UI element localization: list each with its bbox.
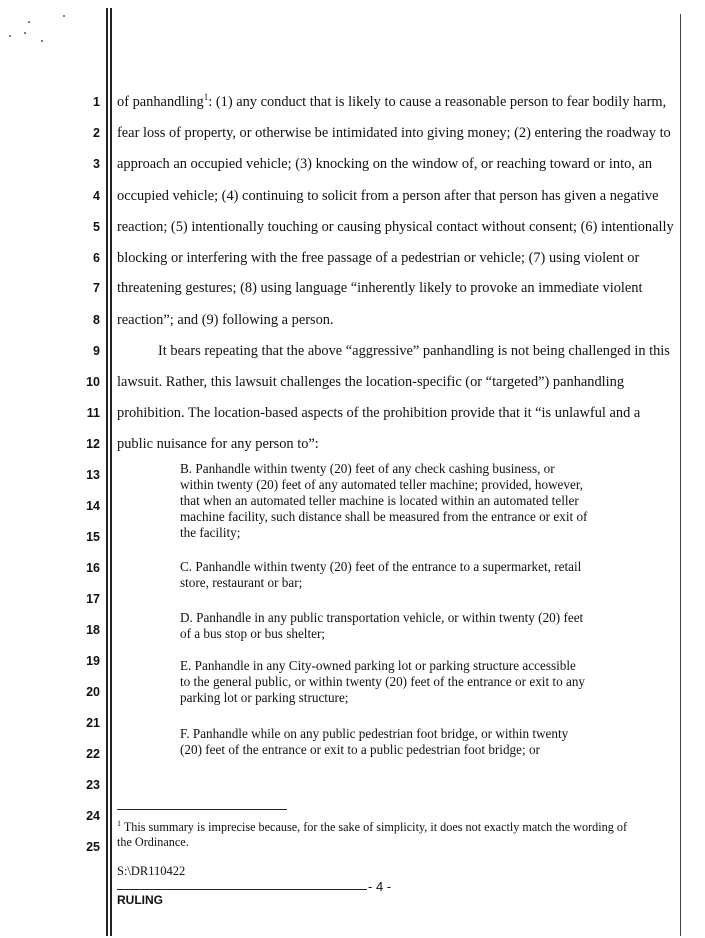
quote-line: B. Panhandle within twenty (20) feet of any check cashing business, or [180, 461, 555, 476]
footnote-reference: 1 [203, 92, 209, 103]
line-number: 5 [93, 220, 100, 234]
body-line [117, 93, 666, 111]
body-line-start: of panhandling [117, 94, 204, 110]
body-line-end: : (1) any conduct that is likely to cause a reasonable person to fear bodily harm, [208, 94, 667, 110]
body-line: public nuisance for any person to”: [117, 436, 319, 452]
line-number: 13 [86, 468, 100, 482]
body-line: threatening gestures; (8) using language “inherently likely to provoke an immediate violent [117, 280, 643, 296]
line-number: 4 [93, 189, 100, 203]
quote-line: E. Panhandle in any City-owned parking lot or parking structure accessible [180, 658, 576, 673]
line-number: 24 [86, 809, 100, 823]
quote-line: that when an automated teller machine is located within an automated teller [180, 493, 579, 508]
footer-label: RULING [117, 893, 163, 907]
body-line: It bears repeating that the above “aggressive” panhandling is not being challenged in this [158, 343, 670, 359]
line-number: 3 [93, 157, 100, 171]
line-number: 22 [86, 747, 100, 761]
body-line: prohibition. The location-based aspects of the prohibition provide that it “is unlawful and a [117, 405, 641, 421]
quote-line: C. Panhandle within twenty (20) feet of the entrance to a supermarket, retail [180, 559, 582, 574]
quote-line: D. Panhandle in any public transportation vehicle, or within twenty (20) feet [180, 610, 584, 625]
body-line: lawsuit. Rather, this lawsuit challenges the location-specific (or “targeted”) panhandling [117, 374, 625, 390]
line-number: 8 [93, 313, 100, 327]
quote-line: (20) feet of the entrance or exit to a public pedestrian foot bridge; or [180, 742, 540, 757]
left-margin-rule-inner [110, 8, 112, 936]
body-line: occupied vehicle; (4) continuing to solicit from a person after that person has given a negative [117, 188, 659, 204]
quote-line: within twenty (20) feet of any automated teller machine; provided, however, [180, 477, 584, 492]
footnote-text: This summary is imprecise because, for the sake of simplicity, it does not exactly match the wording of [123, 820, 627, 834]
footnote-separator [117, 809, 287, 810]
line-number: 18 [86, 623, 100, 637]
line-number: 2 [93, 126, 100, 140]
line-number: 7 [93, 281, 100, 295]
line-number: 1 [93, 95, 100, 109]
line-number: 21 [86, 716, 100, 730]
line-number: 12 [86, 437, 100, 451]
quote-line: F. Panhandle while on any public pedestrian foot bridge, or within twenty [180, 726, 569, 741]
line-number: 15 [86, 530, 100, 544]
quote-line: parking lot or parking structure; [180, 690, 349, 705]
right-margin-rule [680, 14, 681, 936]
footnote-line [117, 820, 627, 835]
left-margin-rule [106, 8, 108, 936]
line-number: 6 [93, 251, 100, 265]
footer-rule [117, 889, 367, 890]
quote-line: the facility; [180, 525, 241, 540]
body-line: approach an occupied vehicle; (3) knocking on the window of, or reaching toward or into, an [117, 156, 653, 172]
quote-line: of a bus stop or bus shelter; [180, 626, 326, 641]
line-number: 14 [86, 499, 100, 513]
footnote-line-2: the Ordinance. [117, 835, 189, 849]
quote-line: store, restaurant or bar; [180, 575, 303, 590]
line-number: 20 [86, 685, 100, 699]
line-number: 16 [86, 561, 100, 575]
line-number: 10 [86, 375, 100, 389]
body-line: reaction”; and (9) following a person. [117, 312, 334, 328]
line-number: 11 [86, 406, 100, 420]
quote-line: to the general public, or within twenty (20) feet of the entrance or exit to any [180, 674, 586, 689]
line-number: 23 [86, 778, 100, 792]
body-line: fear loss of property, or otherwise be intimidated into giving money; (2) entering the roadway to [117, 125, 671, 141]
quote-line: machine facility, such distance shall be measured from the entrance or exit of [180, 509, 588, 524]
line-number: 9 [93, 344, 100, 358]
scan-specks [0, 0, 80, 50]
line-number: 25 [86, 840, 100, 854]
footnote-marker: 1 [117, 818, 121, 828]
body-line: blocking or interfering with the free passage of a pedestrian or vehicle; (7) using violent or [117, 250, 640, 266]
page-number: - 4 - [368, 879, 392, 894]
line-number: 19 [86, 654, 100, 668]
body-line: reaction; (5) intentionally touching or causing physical contact without consent; (6) intentionally [117, 219, 674, 235]
document-reference: S:\DR110422 [117, 864, 186, 878]
line-number: 17 [86, 592, 100, 606]
